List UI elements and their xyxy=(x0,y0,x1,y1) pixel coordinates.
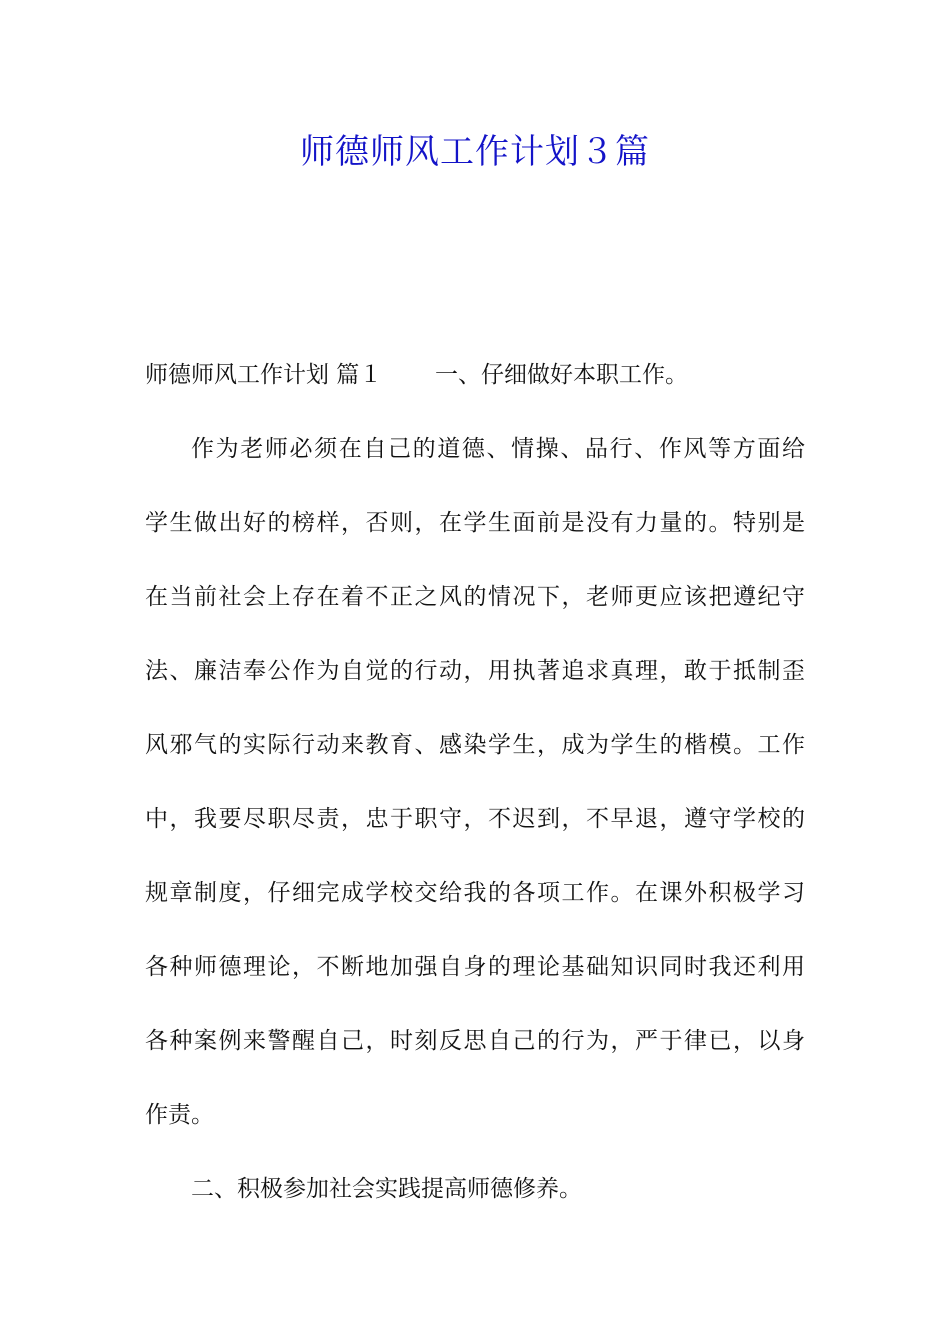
paragraph-line: 各种案例来警醒自己，时刻反思自己的行为，严于律已，以身 xyxy=(145,1028,805,1054)
paragraph-line: 学生做出好的榜样，否则，在学生面前是没有力量的。特别是 xyxy=(145,510,805,536)
paragraph-line: 作责。 xyxy=(145,1102,214,1128)
paragraph-line: 各种师德理论，不断地加强自身的理论基础知识同时我还利用 xyxy=(145,954,805,980)
document-body xyxy=(145,338,805,1226)
first-line xyxy=(145,338,805,412)
paragraph-line: 在当前社会上存在着不正之风的情况下，老师更应该把遵纪守 xyxy=(145,584,805,610)
document-title: 师德师风工作计划３篇 xyxy=(300,132,650,172)
section-heading-2: 二、积极参加社会实践提高师德修养。 xyxy=(191,1176,582,1202)
paragraph-1 xyxy=(145,412,805,1152)
part-label: 师德师风工作计划 篇１ xyxy=(145,362,383,388)
section-heading-1: 一、仔细做好本职工作。 xyxy=(435,362,688,388)
paragraph-line: 法、廉洁奉公作为自觉的行动，用执著追求真理，敢于抵制歪 xyxy=(145,658,805,684)
paragraph-line: 作为老师必须在自己的道德、情操、品行、作风等方面给 xyxy=(191,436,805,462)
paragraph-line: 中，我要尽职尽责，忠于职守，不迟到，不早退，遵守学校的 xyxy=(145,806,805,832)
paragraph-line: 规章制度，仔细完成学校交给我的各项工作。在课外积极学习 xyxy=(145,880,805,906)
paragraph-line: 风邪气的实际行动来教育、感染学生，成为学生的楷模。工作 xyxy=(145,732,805,758)
